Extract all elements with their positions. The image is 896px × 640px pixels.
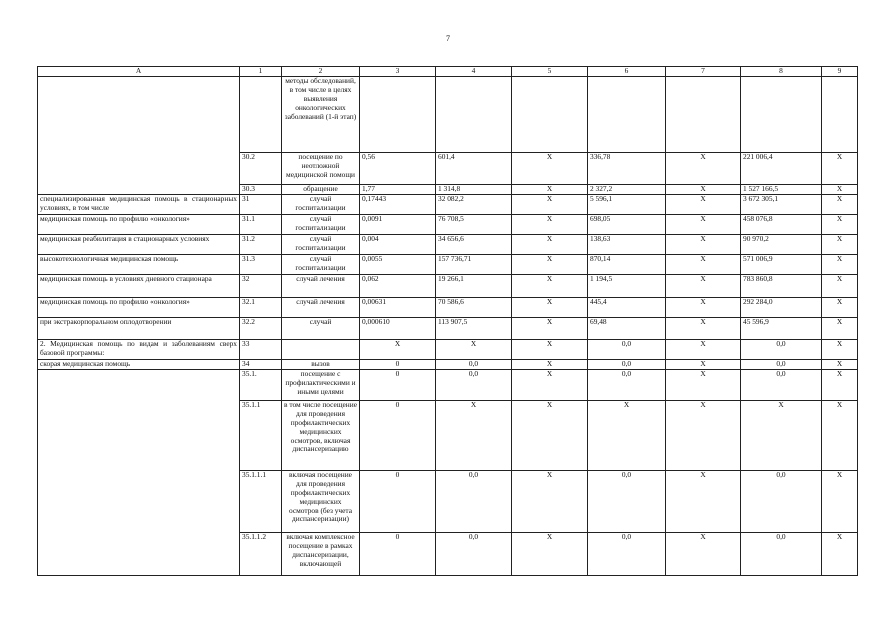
cell-value: 5 596,1 — [588, 194, 666, 214]
cell-value: Х — [512, 369, 588, 400]
cell-value: Х — [666, 317, 741, 339]
cell-value: 2 327,2 — [588, 184, 666, 194]
column-header: A — [38, 67, 240, 77]
cell-unit: случай лечения — [282, 297, 360, 317]
column-header: 5 — [512, 67, 588, 77]
table-row — [38, 317, 858, 339]
cell-value: 221 006,4 — [741, 152, 822, 184]
cell-value: 0 — [360, 532, 436, 575]
cell-value: Х — [666, 214, 741, 234]
table-row — [38, 194, 858, 214]
cell-value: 0,0 — [741, 470, 822, 532]
cell-value: 1 314,8 — [436, 184, 512, 194]
page-number: 7 — [446, 34, 450, 43]
cell-value: 0,0 — [436, 369, 512, 400]
cell-value: 3 672 305,1 — [741, 194, 822, 214]
cell-code: 35.1. — [240, 369, 282, 400]
cell-value: Х — [512, 194, 588, 214]
cell-unit: случай госпитализации — [282, 234, 360, 254]
cell-value: 1 527 166,5 — [741, 184, 822, 194]
table-row — [38, 214, 858, 234]
cell-code: 31 — [240, 194, 282, 214]
cell-value: Х — [512, 254, 588, 274]
cell-value: 76 708,5 — [436, 214, 512, 234]
cell-value: Х — [822, 369, 858, 400]
cell-value: 698,05 — [588, 214, 666, 234]
financing-table — [37, 66, 858, 576]
cell-value: 0,0 — [741, 532, 822, 575]
cell-code: 30.3 — [240, 184, 282, 194]
cell-value: Х — [512, 184, 588, 194]
cell-value: 0,000610 — [360, 317, 436, 339]
cell-value: Х — [822, 274, 858, 297]
cell-code: 35.1.1.2 — [240, 532, 282, 575]
cell-value: Х — [822, 214, 858, 234]
cell-value: 157 736,71 — [436, 254, 512, 274]
cell-value: 0,062 — [360, 274, 436, 297]
cell-value: Х — [666, 470, 741, 532]
cell-value: 292 284,0 — [741, 297, 822, 317]
cell-value: Х — [666, 359, 741, 369]
column-header: 4 — [436, 67, 512, 77]
cell-a: медицинская помощь в условиях дневного стационара — [38, 274, 240, 297]
cell-value: Х — [822, 152, 858, 184]
cell-a: при экстракорпоральном оплодотворении — [38, 317, 240, 339]
cell-value: 0,0 — [436, 470, 512, 532]
cell-value: 0,0091 — [360, 214, 436, 234]
cell-code — [240, 76, 282, 152]
cell-code: 32.2 — [240, 317, 282, 339]
header-row — [38, 67, 858, 77]
column-header: 7 — [666, 67, 741, 77]
cell-value: 70 586,6 — [436, 297, 512, 317]
cell-unit: включая посещение для проведения профилактических медицинских осмотров (без учета диспансеризации) — [282, 470, 360, 532]
cell-value: 0 — [360, 359, 436, 369]
cell-value: 32 082,2 — [436, 194, 512, 214]
cell-unit: в том числе посещение для проведения профилактических медицинских осмотров, включая диспансеризацию — [282, 400, 360, 470]
cell-a: медицинская помощь по профилю «онкология» — [38, 214, 240, 234]
table-row — [38, 234, 858, 254]
cell-value: Х — [666, 400, 741, 470]
cell-unit: случай госпитализации — [282, 214, 360, 234]
cell-value: Х — [512, 400, 588, 470]
cell-value: 0,17443 — [360, 194, 436, 214]
cell-value: 0,0 — [436, 359, 512, 369]
column-header: 1 — [240, 67, 282, 77]
cell-value: Х — [666, 297, 741, 317]
cell-value: Х — [822, 359, 858, 369]
cell-value: Х — [666, 274, 741, 297]
cell-value: Х — [512, 339, 588, 359]
cell-unit: случай госпитализации — [282, 254, 360, 274]
cell-a: скорая медицинская помощь — [38, 359, 240, 369]
cell-value: Х — [436, 339, 512, 359]
column-header: 9 — [822, 67, 858, 77]
cell-value: 0 — [360, 400, 436, 470]
cell-value: Х — [588, 400, 666, 470]
column-header: 3 — [360, 67, 436, 77]
cell-unit: случай госпитализации — [282, 194, 360, 214]
cell-value: 0,004 — [360, 234, 436, 254]
cell-value: Х — [666, 339, 741, 359]
cell-value: 0,0 — [436, 532, 512, 575]
cell-value: Х — [512, 359, 588, 369]
cell-value: Х — [822, 532, 858, 575]
cell-value: Х — [436, 400, 512, 470]
cell-code: 34 — [240, 359, 282, 369]
cell-a: специализированная медицинская помощь в стационарных условиях, в том числе — [38, 194, 240, 214]
cell-a: медицинская помощь по профилю «онкология» — [38, 297, 240, 317]
cell-value: Х — [512, 274, 588, 297]
cell-value: Х — [666, 369, 741, 400]
cell-value: 870,14 — [588, 254, 666, 274]
cell-code: 31.2 — [240, 234, 282, 254]
cell-value: Х — [822, 297, 858, 317]
cell-value: Х — [822, 254, 858, 274]
cell-value: 0,0 — [588, 339, 666, 359]
cell-value: 601,4 — [436, 152, 512, 184]
cell-value: 113 907,5 — [436, 317, 512, 339]
cell-unit — [282, 339, 360, 359]
cell-value: Х — [822, 234, 858, 254]
column-header: 2 — [282, 67, 360, 77]
cell-value: Х — [512, 297, 588, 317]
cell-value: Х — [512, 234, 588, 254]
cell-code: 32.1 — [240, 297, 282, 317]
column-header: 8 — [741, 67, 822, 77]
cell-value: Х — [666, 152, 741, 184]
cell-a: медицинская реабилитация в стационарных условиях — [38, 234, 240, 254]
cell-a: 2. Медицинская помощь по видам и заболеваниям сверх базовой программы: — [38, 339, 240, 359]
cell-value: Х — [666, 194, 741, 214]
cell-code: 31.1 — [240, 214, 282, 234]
table-row — [38, 76, 858, 152]
cell-value: 0,0 — [588, 470, 666, 532]
cell-value: 1 194,5 — [588, 274, 666, 297]
cell-value: 0,0055 — [360, 254, 436, 274]
cell-value: 0 — [360, 470, 436, 532]
cell-value: Х — [512, 470, 588, 532]
cell-value: Х — [822, 470, 858, 532]
cell-value: 1,77 — [360, 184, 436, 194]
cell-value: Х — [822, 194, 858, 214]
cell-value: Х — [512, 317, 588, 339]
cell-value: 0,0 — [588, 369, 666, 400]
table-row — [38, 254, 858, 274]
column-header: 6 — [588, 67, 666, 77]
cell-value: 0,0 — [741, 359, 822, 369]
cell-a — [38, 369, 240, 575]
cell-value: 19 266,1 — [436, 274, 512, 297]
cell-value: Х — [822, 317, 858, 339]
cell-a: высокотехнологичная медицинская помощь — [38, 254, 240, 274]
cell-value: Х — [822, 184, 858, 194]
cell-value: 0,0 — [588, 532, 666, 575]
cell-unit: методы обследований, в том числе в целях выявления онкологических заболеваний (1-й этап) — [282, 76, 360, 152]
cell-unit: случай лечения — [282, 274, 360, 297]
cell-value: Х — [360, 339, 436, 359]
cell-code: 33 — [240, 339, 282, 359]
cell-code: 30.2 — [240, 152, 282, 184]
cell-code: 35.1.1.1 — [240, 470, 282, 532]
cell-value: Х — [666, 254, 741, 274]
cell-value: Х — [822, 400, 858, 470]
cell-unit: обращение — [282, 184, 360, 194]
cell-value: 0,0 — [588, 359, 666, 369]
cell-value: 445,4 — [588, 297, 666, 317]
cell-a — [38, 76, 240, 194]
table-row — [38, 297, 858, 317]
cell-value: 138,63 — [588, 234, 666, 254]
cell-value: 0,00631 — [360, 297, 436, 317]
cell-value: 90 970,2 — [741, 234, 822, 254]
cell-value: 571 006,9 — [741, 254, 822, 274]
cell-value: 0,56 — [360, 152, 436, 184]
cell-value: 458 076,8 — [741, 214, 822, 234]
cell-code: 35.1.1 — [240, 400, 282, 470]
cell-unit: вызов — [282, 359, 360, 369]
cell-value: 69,48 — [588, 317, 666, 339]
cell-value: Х — [512, 532, 588, 575]
cell-value: 34 656,6 — [436, 234, 512, 254]
cell-code: 31.3 — [240, 254, 282, 274]
cell-value: Х — [666, 184, 741, 194]
table-row — [38, 339, 858, 359]
cell-value: 783 860,8 — [741, 274, 822, 297]
cell-value: 0 — [360, 369, 436, 400]
cell-unit: включая комплексное посещение в рамках диспансеризации, включающей — [282, 532, 360, 575]
table-row — [38, 359, 858, 369]
cell-value: Х — [741, 400, 822, 470]
cell-unit: посещение с профилактическими и иными целями — [282, 369, 360, 400]
cell-value: 0,0 — [741, 369, 822, 400]
cell-value: Х — [666, 532, 741, 575]
cell-value: Х — [822, 339, 858, 359]
cell-value: Х — [512, 152, 588, 184]
cell-value: Х — [512, 214, 588, 234]
cell-code: 32 — [240, 274, 282, 297]
cell-unit: случай — [282, 317, 360, 339]
table-row — [38, 274, 858, 297]
cell-unit: посещение по неотложной медицинской помощи — [282, 152, 360, 184]
cell-value: Х — [666, 234, 741, 254]
table-row — [38, 369, 858, 400]
cell-value: 0,0 — [741, 339, 822, 359]
cell-value: 45 596,9 — [741, 317, 822, 339]
cell-value: 336,78 — [588, 152, 666, 184]
